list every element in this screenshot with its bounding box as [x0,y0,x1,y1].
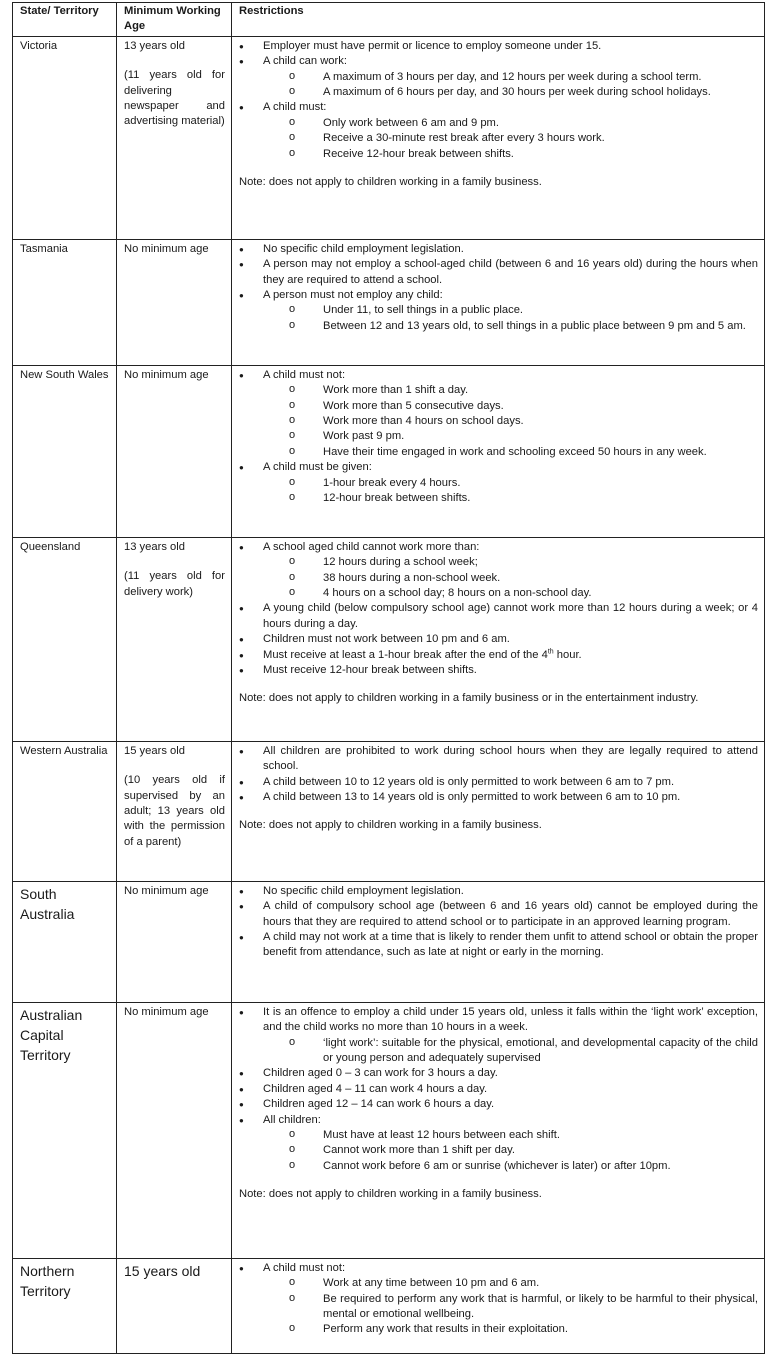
sub-restriction-item: o 1-hour break every 4 hours. [263,476,758,491]
restriction-text: Children aged 0 – 3 can work for 3 hours a day. [263,1067,498,1080]
sub-restriction-list [263,476,758,507]
restriction-text: It is an offence to employ a child under 15 years old, unless it falls within the ‘light work’ exception, and the child works no more than 10 hours in a week. [263,1005,758,1034]
restrictions-cell [232,365,765,537]
restrictions-cell [232,1002,765,1258]
sub-restriction-item: o 12-hour break between shifts. [263,491,758,506]
restriction-text: No specific child employment legislation. [263,242,464,255]
min-age-cell [117,239,232,365]
min-age-note: (10 years old if supervised by an adult; 13 years old with the permission of a parent) [124,774,225,848]
min-age-note: (11 years old for delivery work) [124,570,225,598]
restriction-item [239,648,758,663]
sub-restriction-item: o A maximum of 6 hours per day, and 30 hours per week during school holidays. [263,85,758,100]
restriction-text: Children must not work between 10 pm and 6 am. [263,633,510,646]
sub-restriction-list [263,555,758,601]
restrictions-cell [232,239,765,365]
restriction-text: A child of compulsory school age (between 6 and 16 years old) cannot be employed during the hours that they are required to attend school or to participate in an approved learning program. [263,900,758,928]
sub-restriction-item: o Work at any time between 10 pm and 6 am. [263,1276,758,1291]
sub-restriction-list [263,383,758,460]
restriction-item [239,460,758,506]
sub-restriction-item: o Be required to perform any work that is harmful, or likely to be harmful to their physical, mental or emotional wellbeing. [263,1292,758,1323]
state-cell [13,1002,117,1258]
restriction-item [239,100,758,162]
table-row [13,239,765,365]
restriction-text: Children aged 12 – 14 can work 6 hours a day. [263,1098,495,1111]
state-name: Australian Capital Territory [20,1006,83,1063]
restriction-text: A child between 10 to 12 years old is only permitted to work between 6 am to 7 pm. [263,775,675,788]
restrictions-cell [232,1258,765,1353]
min-age-value: 15 years old [124,1262,201,1279]
restrictions-cell [232,881,765,1002]
restriction-text: A person must not employ any child: [263,289,443,302]
min-age-value: 13 years old [124,39,185,52]
sub-restriction-item: o Only work between 6 am and 9 pm. [263,116,758,131]
restriction-item [239,540,758,602]
sub-restriction-item: o Receive a 30-minute rest break after every 3 hours work. [263,131,758,146]
state-cell [13,741,117,881]
restriction-text: All children are prohibited to work during school hours when they are legally required to attend school. [263,744,758,773]
min-age-note: (11 years old for delivering newspaper and advertising material) [124,69,225,128]
table-row [13,741,765,881]
min-age-value: No minimum age [124,884,209,897]
restriction-list [239,39,758,162]
restriction-item [239,368,758,460]
min-age-value: 13 years old [124,540,185,553]
sub-restriction-item: o Under 11, to sell things in a public place. [263,303,758,318]
table-row [13,537,765,741]
min-age-cell [117,741,232,881]
restriction-list [239,540,758,679]
header-row [13,3,765,37]
restriction-text: A child can work: [263,55,347,68]
restriction-list [239,1005,758,1174]
restriction-item [239,1082,758,1097]
sub-restriction-list [263,1036,758,1067]
state-name: Victoria [20,39,58,52]
restriction-item [239,884,758,899]
restriction-item [239,930,758,961]
min-age-value: No minimum age [124,368,209,381]
table-row [13,1258,765,1353]
sub-restriction-list [263,70,758,101]
restriction-item [239,242,758,257]
child-employment-table [12,2,765,1354]
restriction-text: A school aged child cannot work more than: [263,540,480,553]
restriction-item [239,1113,758,1175]
state-name: Queensland [20,540,81,553]
restriction-text: A child between 13 to 14 years old is only permitted to work between 6 am to 10 pm. [263,791,681,804]
sub-restriction-item: o Receive 12-hour break between shifts. [263,147,758,162]
state-cell [13,36,117,239]
sub-restriction-item: o Work more than 5 consecutive days. [263,399,758,414]
sub-restriction-list [263,1128,758,1174]
sub-restriction-list [263,1276,758,1338]
restriction-text: All children: [263,1113,321,1126]
restrictions-cell [232,741,765,881]
header-restrictions: Restrictions [232,3,765,37]
restriction-item [239,899,758,930]
state-cell [13,537,117,741]
restriction-text: A young child (below compulsory school age) cannot work more than 12 hours during a week; or 4 hours during a day. [263,602,758,630]
sub-restriction-item: o Work more than 4 hours on school days. [263,414,758,429]
restriction-item [239,663,758,678]
state-name: Northern Territory [20,1262,75,1299]
sub-restriction-item: o Must have at least 12 hours between each shift. [263,1128,758,1143]
min-age-cell [117,1258,232,1353]
state-cell [13,239,117,365]
sub-restriction-list [263,116,758,162]
sub-restriction-item: o 38 hours during a non-school week. [263,571,758,586]
restriction-item [239,1005,758,1067]
min-age-cell [117,1002,232,1258]
restriction-item [239,1066,758,1081]
restriction-text: Employer must have permit or licence to employ someone under 15. [263,39,602,52]
restriction-list [239,744,758,806]
restriction-item [239,1097,758,1112]
state-cell [13,881,117,1002]
state-cell [13,365,117,537]
restriction-text: Must receive 12-hour break between shifts. [263,664,477,677]
sub-restriction-item: o Work more than 1 shift a day. [263,383,758,398]
restriction-item [239,288,758,334]
min-age-value: 15 years old [124,744,185,757]
restriction-text: A person may not employ a school-aged child (between 6 and 16 years old) during the hours when they are required to attend a school. [263,258,758,286]
min-age-value: No minimum age [124,1005,209,1018]
sub-restriction-item: o Have their time engaged in work and schooling exceed 50 hours in any week. [263,445,758,460]
min-age-cell [117,365,232,537]
row-note: Note: does not apply to children working in a family business or in the entertainment industry. [239,692,699,705]
sub-restriction-item: o A maximum of 3 hours per day, and 12 hours per week during a school term. [263,70,758,85]
restriction-list [239,242,758,334]
restriction-item [239,744,758,775]
sub-restriction-item: o ‘light work’: suitable for the physical, emotional, and developmental capacity of the child or young person and adequately supervised [263,1036,758,1067]
restriction-list [239,884,758,961]
restrictions-cell [232,537,765,741]
sub-restriction-item: o Perform any work that results in their exploitation. [263,1322,758,1337]
restriction-text: A child must: [263,101,327,114]
row-note: Note: does not apply to children working in a family business. [239,1188,542,1201]
header-state: State/ Territory [13,3,117,37]
restriction-text: A child must be given: [263,461,372,474]
row-note: Note: does not apply to children working in a family business. [239,819,542,832]
table-row [13,1002,765,1258]
restriction-list [239,368,758,507]
table-row [13,365,765,537]
restriction-item [239,790,758,805]
restriction-text: A child must not: [263,1261,346,1274]
restriction-item [239,775,758,790]
state-name: New South Wales [20,368,109,381]
restriction-text: A child must not: [263,368,346,381]
restriction-item [239,54,758,100]
sub-restriction-list [263,303,758,334]
state-name: Western Australia [20,744,108,757]
table-row [13,36,765,239]
min-age-cell [117,36,232,239]
restriction-item [239,601,758,632]
sub-restriction-item: o Cannot work before 6 am or sunrise (whichever is later) or after 10pm. [263,1159,758,1174]
sub-restriction-item: o 4 hours on a school day; 8 hours on a non-school day. [263,586,758,601]
min-age-cell [117,537,232,741]
state-cell [13,1258,117,1353]
min-age-cell [117,881,232,1002]
restriction-text: No specific child employment legislation. [263,884,464,897]
restriction-text: A child may not work at a time that is likely to render them unfit to attend school or obtain the proper benefit from attendance, such as late at night or early in the morning. [263,931,758,959]
restriction-item [239,257,758,288]
restrictions-cell [232,36,765,239]
min-age-value: No minimum age [124,242,209,255]
sub-restriction-item: o Cannot work more than 1 shift per day. [263,1143,758,1158]
state-name: Tasmania [20,242,68,255]
restriction-item [239,1261,758,1338]
restriction-item [239,632,758,647]
state-name: South Australia [20,885,75,922]
restriction-item [239,39,758,54]
sub-restriction-item: o 12 hours during a school week; [263,555,758,570]
table-body [13,36,765,1353]
sub-restriction-item: o Between 12 and 13 years old, to sell things in a public place between 9 pm and 5 am. [263,319,758,334]
restriction-text: Children aged 4 – 11 can work 4 hours a day. [263,1082,488,1095]
restriction-text: Must receive at least a 1-hour break after the end of the 4th hour. [263,647,582,661]
row-note: Note: does not apply to children working in a family business. [239,176,542,189]
table-row [13,881,765,1002]
restriction-list [239,1261,758,1338]
sub-restriction-item: o Work past 9 pm. [263,429,758,444]
header-min-age: Minimum Working Age [117,3,232,37]
